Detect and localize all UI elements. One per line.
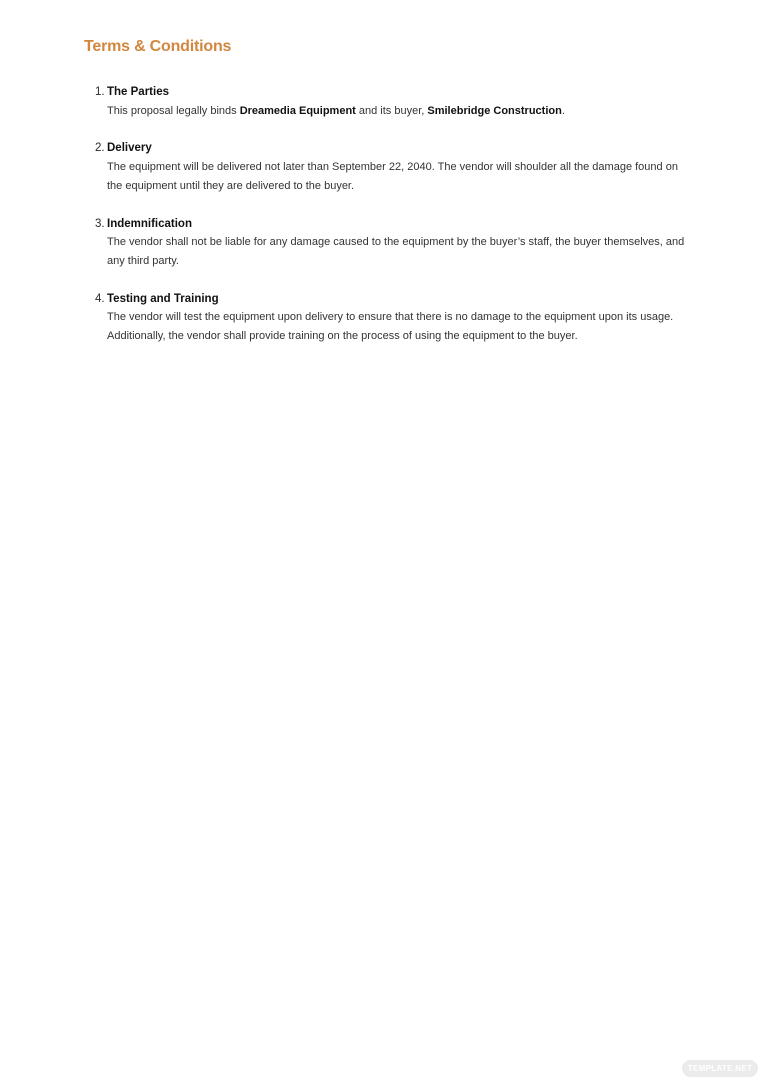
term-text: and its buyer,: [355, 104, 428, 117]
vendor-name: Dreamedia Equipment: [239, 104, 356, 117]
term-delivery: [95, 139, 695, 195]
term-testing-and-training: [95, 290, 695, 346]
term-indemnification: [95, 215, 695, 271]
term-body: [107, 102, 695, 121]
buyer-name: Smilebridge Construction: [427, 104, 562, 117]
term-heading: The Parties: [107, 86, 169, 98]
term-heading: Indemnification: [107, 217, 192, 230]
term-text: .: [561, 104, 565, 117]
page-title: Terms & Conditions: [84, 38, 232, 55]
term-heading: Delivery: [107, 142, 152, 155]
term-number: 2.: [95, 142, 105, 155]
term-body: The vendor shall not be liable for any damage caused to the equipment by the buyer’s staff, the buyer themselves, and any third party.: [107, 236, 685, 267]
term-text: This proposal legally binds: [107, 104, 240, 117]
term-the-parties: [95, 83, 695, 120]
term-body: The vendor will test the equipment upon delivery to ensure that there is no damage to the equipment upon its usage. Additionally, the vendor shall provide training on the process of using the equipment to the buyer.: [107, 311, 674, 343]
term-header: [95, 215, 695, 234]
terms-list: [95, 83, 695, 365]
term-number: 1.: [95, 86, 105, 98]
term-header: [95, 139, 695, 158]
term-header: [95, 83, 695, 102]
term-body: The equipment will be delivered not later than September 22, 2040. The vendor will shoulder all the damage found on the equipment until they are delivered to the buyer.: [107, 161, 678, 192]
term-number: 3.: [95, 217, 105, 230]
template-net-watermark: TEMPLATE.NET: [682, 1060, 758, 1077]
term-heading: Testing and Training: [107, 292, 219, 305]
term-number: 4.: [95, 292, 105, 305]
term-header: [95, 290, 695, 309]
